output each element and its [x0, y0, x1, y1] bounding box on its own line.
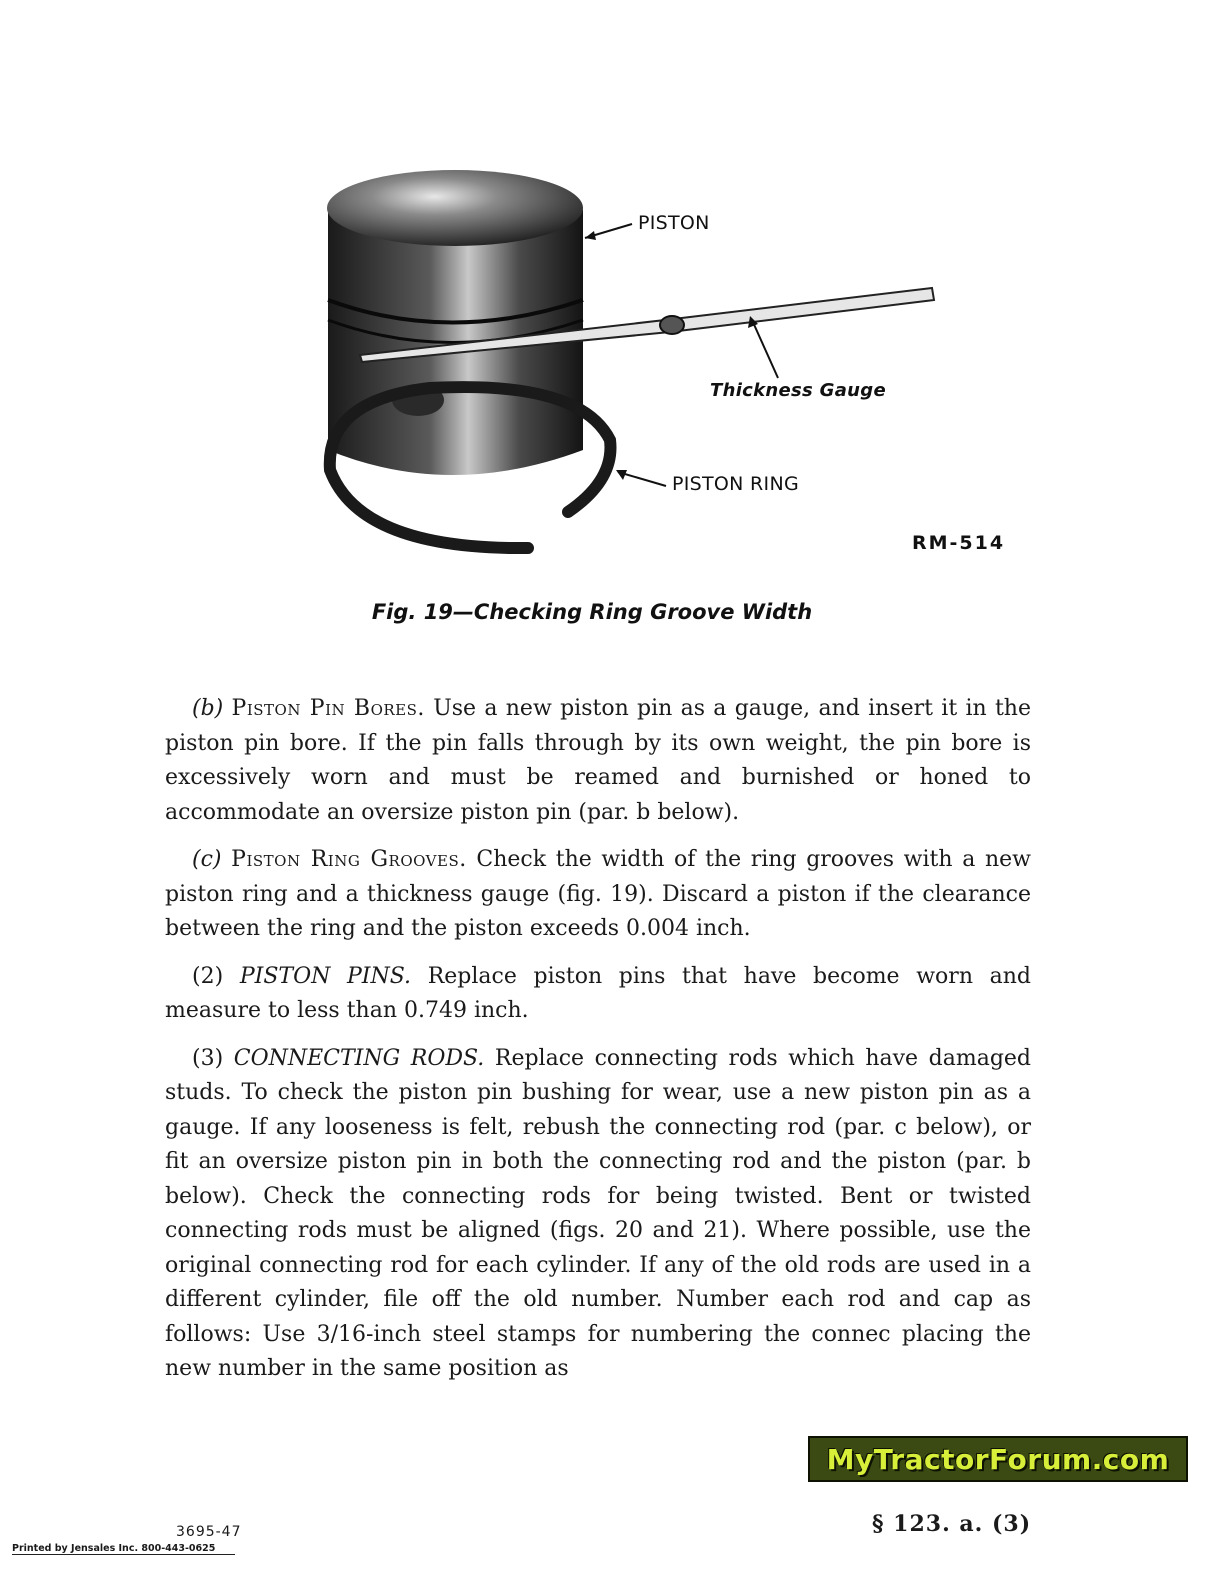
paragraph-3: [165, 1042, 1031, 1387]
paragraph-marker: (b): [192, 696, 224, 721]
paragraph-text: Replace piston pins that have become worn and measure to less than 0.749 inch.: [165, 963, 1032, 1023]
paragraph-c: [165, 843, 1031, 947]
piston-crown: [327, 170, 583, 246]
watermark-gap: [780, 1432, 804, 1522]
section-reference: § 123. a. (3): [872, 1511, 1032, 1537]
label-thickness-gauge: Thickness Gauge: [710, 380, 886, 401]
paragraph-text: Replace connecting rods which have damaged studs. To check the piston pin bushing for wear, use a new piston pin as a gauge. If any looseness is felt, rebush the connecting rod (par. c below), or fit an oversize piston pin in both the connecting rod and the piston (par. b below). Check the connecting rods for being twisted. Bent or twisted connecting rods must be aligned (figs. 20 and 21). Where possible, use the original connecting rod for each cylinder. If any of the old rods are used in a different cylinder, file off the old number. Number each rod and cap as follows: Use 3/16-inch steel stamps for numbering the connec placing the new number in the same position as: [165, 1045, 1032, 1381]
body-text: [165, 692, 1031, 1400]
paragraph-marker: (c): [192, 847, 222, 872]
printed-by-note: Printed by Jensales Inc. 800-443-0625: [12, 1543, 235, 1555]
paragraph-text: Check the width of the ring grooves with a new piston ring and a thickness gauge (fig. 19). Discard a piston if the clearance between the ring and the piston exceeds 0.004 inch.: [165, 847, 1031, 941]
paragraph-text: Use a new piston pin as a gauge, and insert it in the piston pin bore. If the pin falls through by its own weight, the pin bore is excessively worn and must be reamed and burnished or honed to accommodate an oversize piston pin (par. b below).: [165, 696, 1031, 825]
paragraph-marker: (3): [192, 1045, 224, 1071]
label-piston: PISTON: [638, 212, 710, 234]
figure-caption: Fig. 19—Checking Ring Groove Width: [371, 600, 813, 624]
paragraph-heading: CONNECTING RODS.: [233, 1045, 485, 1071]
piston-figure: [300, 150, 1060, 570]
paragraph-marker: (2): [192, 963, 224, 989]
watermark-logo: MyTractorForum.com: [808, 1436, 1188, 1482]
paragraph-heading: Piston Ring Grooves.: [231, 847, 467, 872]
label-piston-ring: PISTON RING: [672, 473, 799, 495]
paragraph-2: [165, 960, 1031, 1029]
paragraph-b: [165, 692, 1031, 830]
paragraph-heading: PISTON PINS.: [239, 963, 412, 989]
paragraph-heading: Piston Pin Bores.: [231, 696, 425, 721]
figure-id: RM-514: [912, 532, 1006, 554]
document-code: 3695-47: [176, 1524, 242, 1540]
